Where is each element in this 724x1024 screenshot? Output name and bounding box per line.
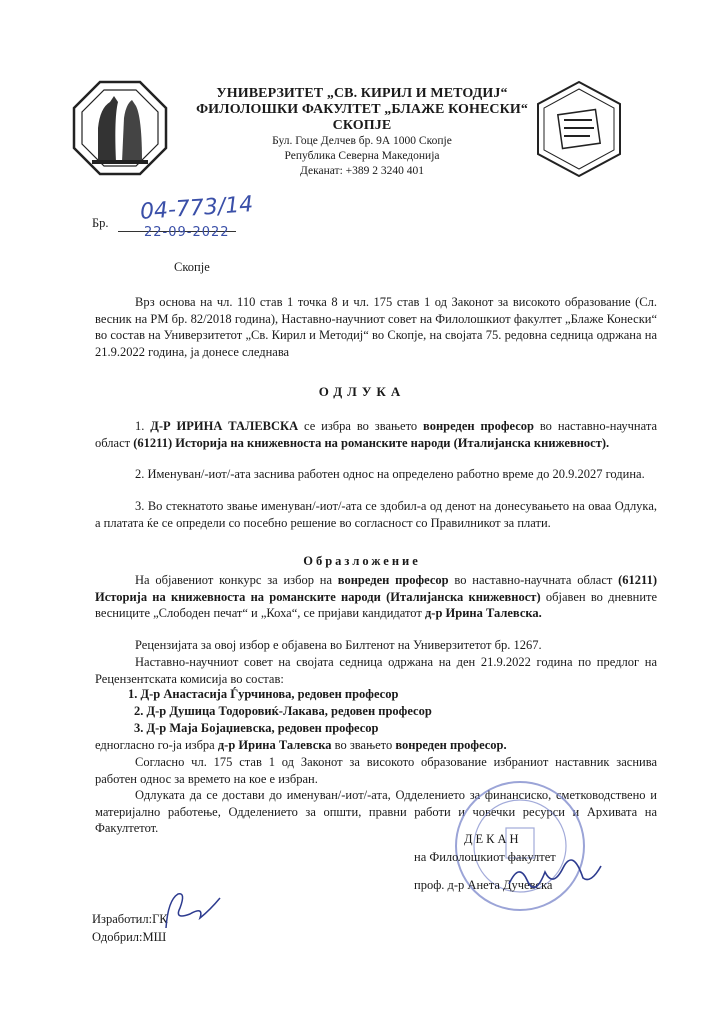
dean-signature (505, 858, 605, 894)
explanation-paragraph-3: Наставно-научниот совет на својата седница одржана на ден 21.9.2022 година по предлог на Рецензентската комисија во состав: (95, 655, 657, 686)
decision-item-3: 3. Во стекнатото звање именуван/-иот/-ата се здобил-а од денот на донесувањето на оваа Одлука, а платата ќе се определи со посебно решение во согласност со Правилникот за плати. (95, 499, 657, 530)
explanation-paragraph-6: Одлуката да се достави до именуван/-иот/-ата, Одделението за финансиско, сметководствено и материјално работење, Одделението за општи, правни работи и човечки ресурси и Архивата на Факултетот. (95, 788, 657, 835)
country: Република Северна Македонија (284, 150, 440, 162)
explanation-paragraph-1: На објавениот конкурс за избор на вонреден професор во наставно-научната област (61211) Историја на книжевноста на романските народи (Италијанска книжевност) објавен во дневните весниците „Слободен печат“ и „Коха“, се пријави кандидатот д-р Ирина Талевска. (95, 573, 658, 620)
intro-paragraph: Врз основа на чл. 110 став 1 точка 8 и чл. 175 став 1 од Законот за високото образование (Сл. весник на РМ бр. 82/2018 година), Наставно-научниот совет на Филолошкиот факултет „Блаже Конески“ во состав на Универзитетот „Св. Кирил и Методиј“ во Скопје, на својата 75. редовна седница одржана на 21.9.2022 година, ја донесе следнава (95, 295, 657, 359)
prepared-by: Изработил:ГК (92, 912, 168, 926)
phone: Деканат: +389 2 3240 401 (299, 165, 425, 177)
explanation-paragraph-5: Согласно чл. 175 став 1 од Законот за високото образование избраниот наставник заснива работен однос за времето на кое е избран. (95, 755, 657, 786)
committee-member: 1. Д-р Анастасија Ѓурчинова, редовен професор (128, 687, 399, 701)
dean-org: на Филолошкиот факултет (414, 850, 556, 864)
reference-label: Бр. (92, 216, 109, 230)
dean-title: ДЕКАН (464, 832, 522, 846)
candidate-name: Д-Р ИРИНА ТАЛЕВСКА (150, 419, 299, 433)
place: Скопје (174, 260, 210, 274)
reference-number: 04-773/14 (139, 192, 255, 225)
committee-member: 2. Д-р Душица Тодоровиќ-Лакава, редовен професор (134, 704, 432, 718)
decision-title: ОДЛУКА (318, 384, 406, 399)
scientific-area: (61211) Историја на книжевноста на романските народи (Италијанска книжевност). (133, 435, 610, 450)
rank: вонреден професор (423, 419, 534, 433)
decision-item-1: 1. Д-Р ИРИНА ТАЛЕВСКА се избра во звањето вонреден професор во наставно-научната област (61211) Историја на книжевноста на романските народи (Италијанска книжевност). (95, 419, 657, 450)
decision-item-2: 2. Именуван/-иот/-ата заснива работен однос на определено работно време до 20.9.2027 година. (135, 467, 645, 481)
university-logo (70, 78, 170, 178)
faculty-seal (530, 80, 628, 178)
faculty-name: ФИЛОЛОШКИ ФАКУЛТЕТ „БЛАЖЕ КОНЕСКИ“ (196, 102, 528, 117)
approved-by: Одобрил:МШ (92, 930, 167, 944)
address: Бул. Гоце Делчев бр. 9А 1000 Скопје (272, 135, 452, 147)
university-name: УНИВЕРЗИТЕТ „СВ. КИРИЛ И МЕТОДИЈ“ (216, 86, 508, 101)
reference-date: 22-09-2022 (144, 225, 230, 240)
committee-member: 3. Д-р Маја Бојаџиевска, редовен професор (134, 721, 379, 735)
explanation-title: Образложение (303, 554, 421, 568)
explanation-paragraph-2: Рецензијата за овој избор е објавена во Билтенот на Универзитетот бр. 1267. (135, 638, 542, 652)
explanation-paragraph-4: едногласно го-ја избра д-р Ирина Талевска во звањето вонреден професор. (95, 738, 507, 752)
dean-name: проф. д-р Анета Дучевска (414, 878, 553, 892)
city-name: СКОПЈЕ (332, 118, 392, 133)
initials-signature (160, 888, 224, 932)
letterhead (180, 86, 544, 179)
